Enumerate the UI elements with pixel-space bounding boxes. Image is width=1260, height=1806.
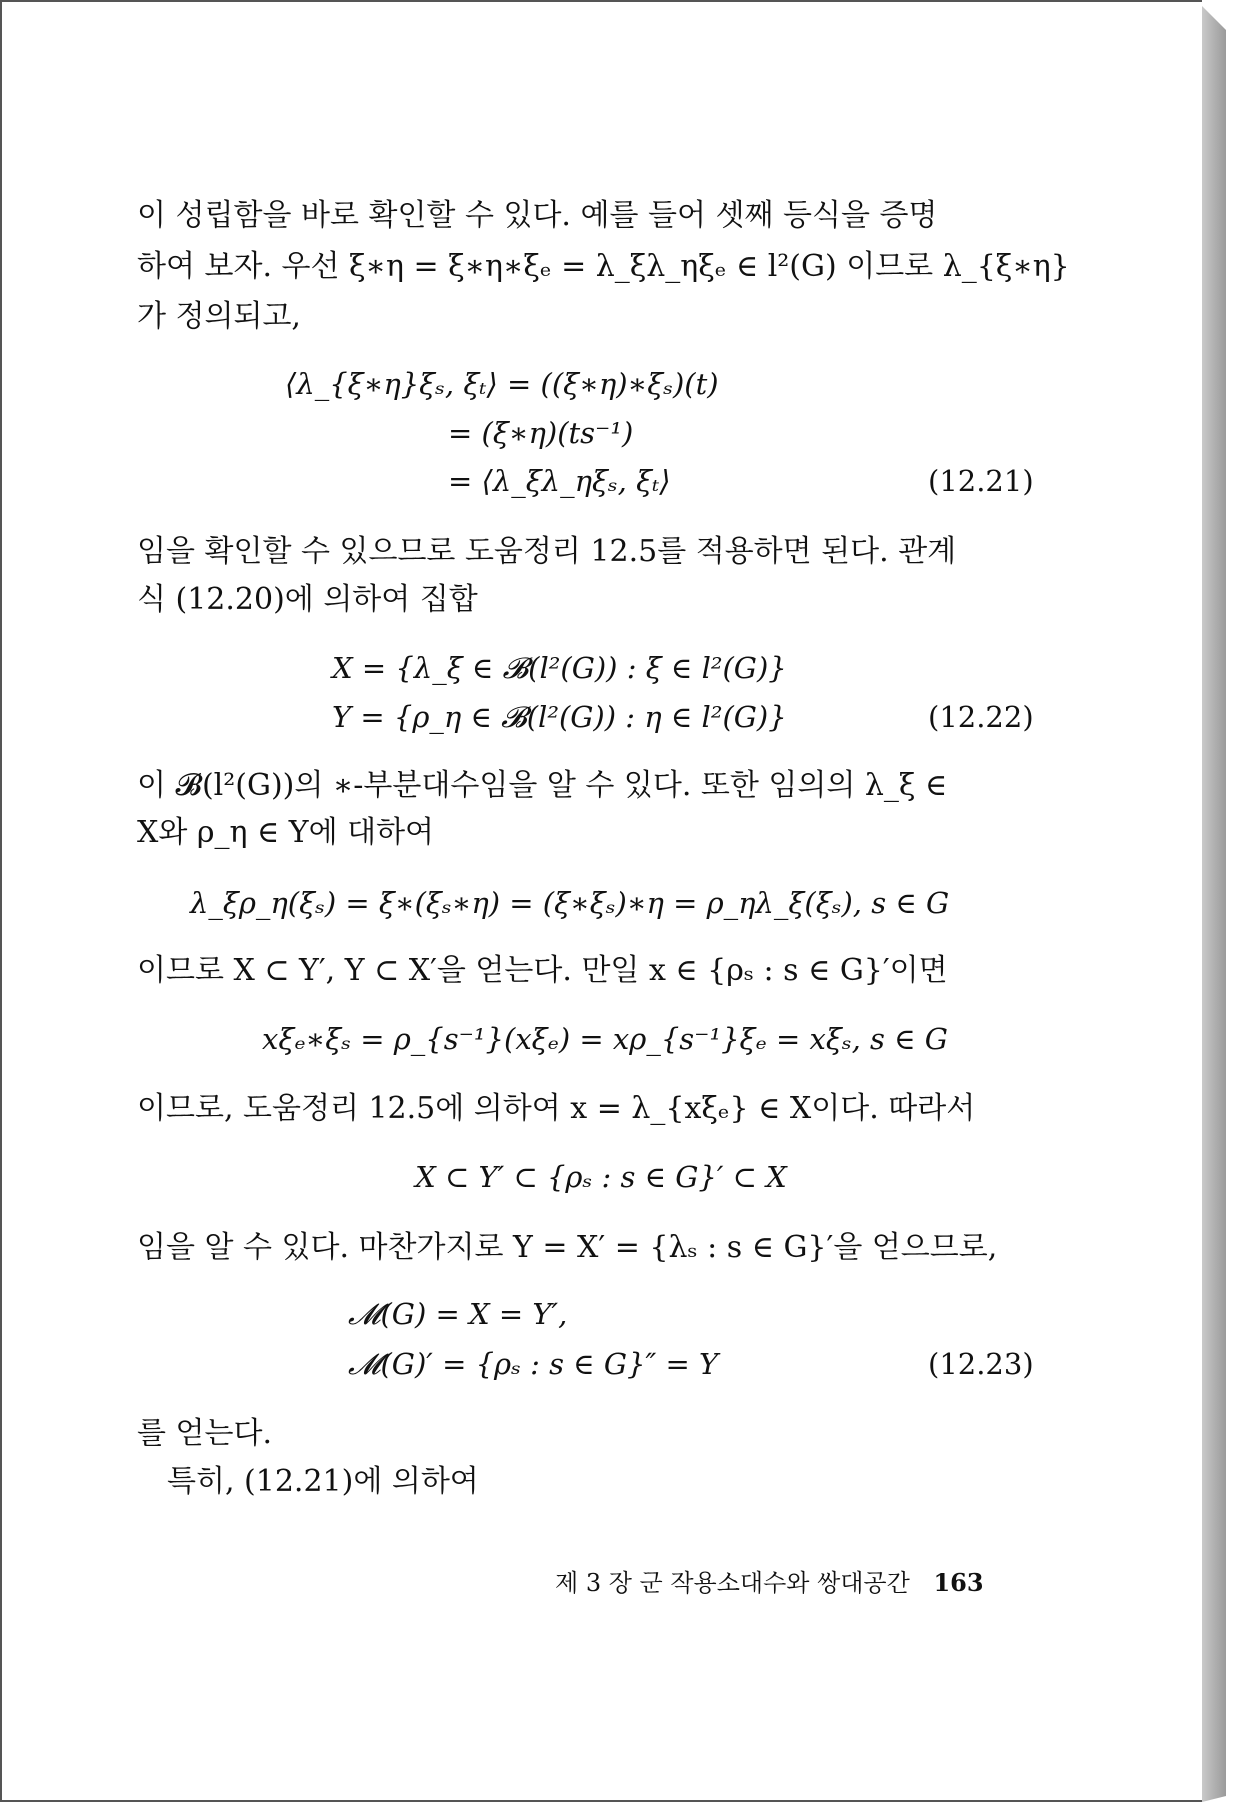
eq-12-21-row1: ⟨λ_{ξ∗η}ξₛ, ξₜ⟩ = ((ξ∗η)∗ξₛ)(t) bbox=[285, 367, 719, 401]
eq-commute: λ_ξρ_η(ξₛ) = ξ∗(ξₛ∗η) = (ξ∗ξₛ)∗η = ρ_ηλ_ξ(ξₛ), s ∈ G bbox=[190, 886, 950, 920]
eq-12-22-number: (12.22) bbox=[928, 700, 1034, 734]
page-edge-shadow bbox=[1202, 6, 1226, 1802]
paragraph1-line1: 이 성립함을 바로 확인할 수 있다. 예를 들어 셋째 등식을 증명 bbox=[137, 198, 938, 233]
eq-12-23-row1: 𝓜(G) = X = Y′, bbox=[348, 1297, 568, 1331]
eq-12-23-number: (12.23) bbox=[928, 1347, 1034, 1381]
eq-12-21-row3: = ⟨λ_ξλ_ηξₛ, ξₜ⟩ bbox=[448, 464, 671, 498]
footer-chapter-title: 제 3 장 군 작용소대수와 쌍대공간 bbox=[555, 1569, 910, 1597]
eq-12-21-row2: = (ξ∗η)(ts⁻¹) bbox=[448, 416, 634, 450]
paragraph2-line1: 임을 확인할 수 있으므로 도움정리 12.5를 적용하면 된다. 관계 bbox=[137, 534, 957, 569]
paragraph6: 임을 알 수 있다. 마찬가지로 Y = X′ = {λₛ : s ∈ G}′을 얻으므로, bbox=[137, 1230, 998, 1265]
page-number: 163 bbox=[933, 1568, 984, 1597]
eq-12-22-row2: Y = {ρ_η ∈ 𝓑(l²(G)) : η ∈ l²(G)} bbox=[332, 700, 787, 734]
paragraph4: 이므로 X ⊂ Y′, Y ⊂ X′을 얻는다. 만일 x ∈ {ρₛ : s ∈ G}′이면 bbox=[137, 953, 948, 988]
paragraph1-line2: 하여 보자. 우선 ξ∗η = ξ∗η∗ξₑ = λ_ξλ_ηξₑ ∈ l²(G) 이므로 λ_{ξ∗η} bbox=[137, 249, 1070, 284]
running-footer bbox=[555, 1566, 984, 1600]
paragraph2-line2: 식 (12.20)에 의하여 집합 bbox=[137, 582, 478, 617]
eq-x: xξₑ∗ξₛ = ρ_{s⁻¹}(xξₑ) = xρ_{s⁻¹}ξₑ = xξₛ, s ∈ G bbox=[262, 1022, 948, 1056]
paragraph1-line3: 가 정의되고, bbox=[137, 299, 301, 334]
paragraph3-line1: 이 𝓑(l²(G))의 ∗-부분대수임을 알 수 있다. 또한 임의의 λ_ξ ∈ bbox=[137, 768, 948, 803]
eq-chain: X ⊂ Y′ ⊂ {ρₛ : s ∈ G}′ ⊂ X bbox=[415, 1160, 787, 1194]
paragraph8: 특히, (12.21)에 의하여 bbox=[167, 1464, 479, 1499]
paragraph7: 를 얻는다. bbox=[137, 1416, 272, 1451]
eq-12-23-row2: 𝓜(G)′ = {ρₛ : s ∈ G}″ = Y bbox=[348, 1347, 719, 1381]
eq-12-22-row1: X = {λ_ξ ∈ 𝓑(l²(G)) : ξ ∈ l²(G)} bbox=[332, 651, 787, 685]
eq-12-21-number: (12.21) bbox=[928, 464, 1034, 498]
paragraph3-line2: X와 ρ_η ∈ Y에 대하여 bbox=[137, 815, 435, 850]
paragraph5: 이므로, 도움정리 12.5에 의하여 x = λ_{xξₑ} ∈ X이다. 따라서 bbox=[137, 1091, 976, 1126]
